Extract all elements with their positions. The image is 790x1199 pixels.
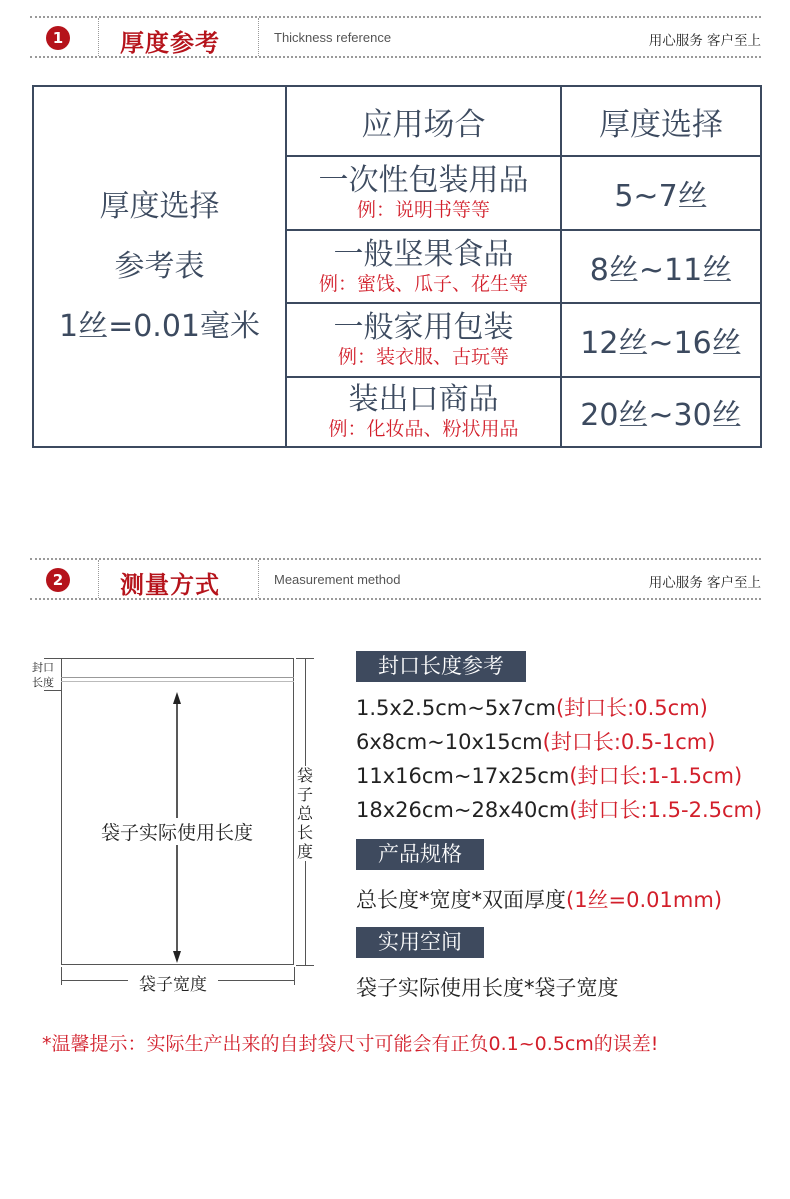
label-char: 袋 — [296, 766, 313, 785]
total-length-label — [294, 766, 316, 861]
usable-length-label: 袋子实际使用长度 — [70, 818, 284, 845]
seal-reference-tag: 封口长度参考 — [356, 651, 526, 682]
seal-tick — [44, 690, 62, 691]
header-divider — [258, 18, 259, 56]
application-example: 例：装衣服、古玩等 — [337, 346, 509, 368]
section-subtitle: Measurement method — [274, 572, 401, 587]
column-header-thickness: 厚度选择 — [561, 86, 761, 156]
width-tick — [294, 967, 295, 985]
application-name: 一次性包装用品 — [318, 163, 529, 198]
spec-formula: 总长度*宽度*双面厚度 — [356, 888, 566, 912]
thickness-range: 5~7丝 — [561, 156, 761, 230]
label-char: 子 — [296, 785, 313, 804]
width-tick — [61, 967, 62, 985]
bag-size: 6x8cm~10x15cm — [356, 730, 543, 754]
column-header-application: 应用场合 — [286, 86, 561, 156]
label-char: 度 — [296, 842, 313, 861]
seal-reference-item — [356, 726, 715, 756]
thickness-range: 20丝~30丝 — [561, 377, 761, 447]
section-header-measurement — [30, 558, 761, 600]
usable-space-text: 袋子实际使用长度*袋子宽度 — [356, 976, 619, 1000]
table-left-summary — [33, 86, 286, 447]
section-header-thickness — [30, 16, 761, 58]
seal-length: (封口长:0.5cm) — [555, 696, 708, 720]
bag-width-label: 袋子宽度 — [128, 970, 218, 995]
bag-size: 11x16cm~17x25cm — [356, 764, 570, 788]
seal-reference-item — [356, 794, 762, 824]
seal-length: (封口长:0.5-1cm) — [542, 730, 716, 754]
label-char: 总 — [296, 804, 313, 823]
section-number-badge: 2 — [46, 568, 70, 592]
product-spec-tag: 产品规格 — [356, 839, 484, 870]
seal-length: (封口长:1-1.5cm) — [569, 764, 743, 788]
spec-note: (1丝=0.01mm) — [566, 888, 723, 912]
application-name: 一般家用包装 — [333, 310, 514, 345]
section-number-badge: 1 — [46, 26, 70, 50]
section-slogan: 用心服务 客户至上 — [648, 575, 761, 591]
summary-line: 参考表 — [114, 248, 205, 284]
seal-reference-item — [356, 692, 708, 722]
usable-space-tag: 实用空间 — [356, 927, 484, 958]
seal-line — [61, 677, 294, 678]
section-title: 测量方式 — [120, 571, 220, 599]
header-divider — [98, 18, 99, 56]
seal-line — [61, 681, 294, 682]
header-divider — [258, 560, 259, 598]
seal-length-label: 长度 — [32, 676, 54, 689]
product-spec-text — [356, 884, 722, 914]
section-slogan: 用心服务 客户至上 — [648, 33, 761, 49]
warm-tip: *温馨提示：实际生产出来的自封袋尺寸可能会有正负0.1~0.5cm的误差! — [42, 1033, 659, 1055]
thickness-reference-table — [32, 85, 762, 448]
bag-size: 1.5x2.5cm~5x7cm — [356, 696, 556, 720]
thickness-range: 12丝~16丝 — [561, 303, 761, 377]
application-example: 例：说明书等等 — [356, 199, 490, 221]
seal-reference-item — [356, 760, 742, 790]
seal-length-label: 封口 — [32, 661, 54, 674]
summary-line: 1丝=0.01毫米 — [58, 308, 261, 344]
seal-tick — [44, 658, 62, 659]
application-name: 一般坚果食品 — [333, 236, 514, 272]
seal-length: (封口长:1.5-2.5cm) — [569, 798, 763, 822]
summary-line: 厚度选择 — [99, 188, 220, 224]
bag-size: 18x26cm~28x40cm — [356, 798, 570, 822]
thickness-range: 8丝~11丝 — [561, 230, 761, 303]
header-divider — [98, 560, 99, 598]
section-subtitle: Thickness reference — [274, 30, 392, 45]
section-title: 厚度参考 — [120, 29, 220, 57]
total-length-tick — [296, 965, 314, 966]
application-name: 装出口商品 — [348, 382, 499, 417]
label-char: 长 — [296, 823, 313, 842]
application-example: 例：化妆品、粉状用品 — [328, 418, 519, 440]
application-example: 例：蜜饯、瓜子、花生等 — [318, 272, 528, 295]
